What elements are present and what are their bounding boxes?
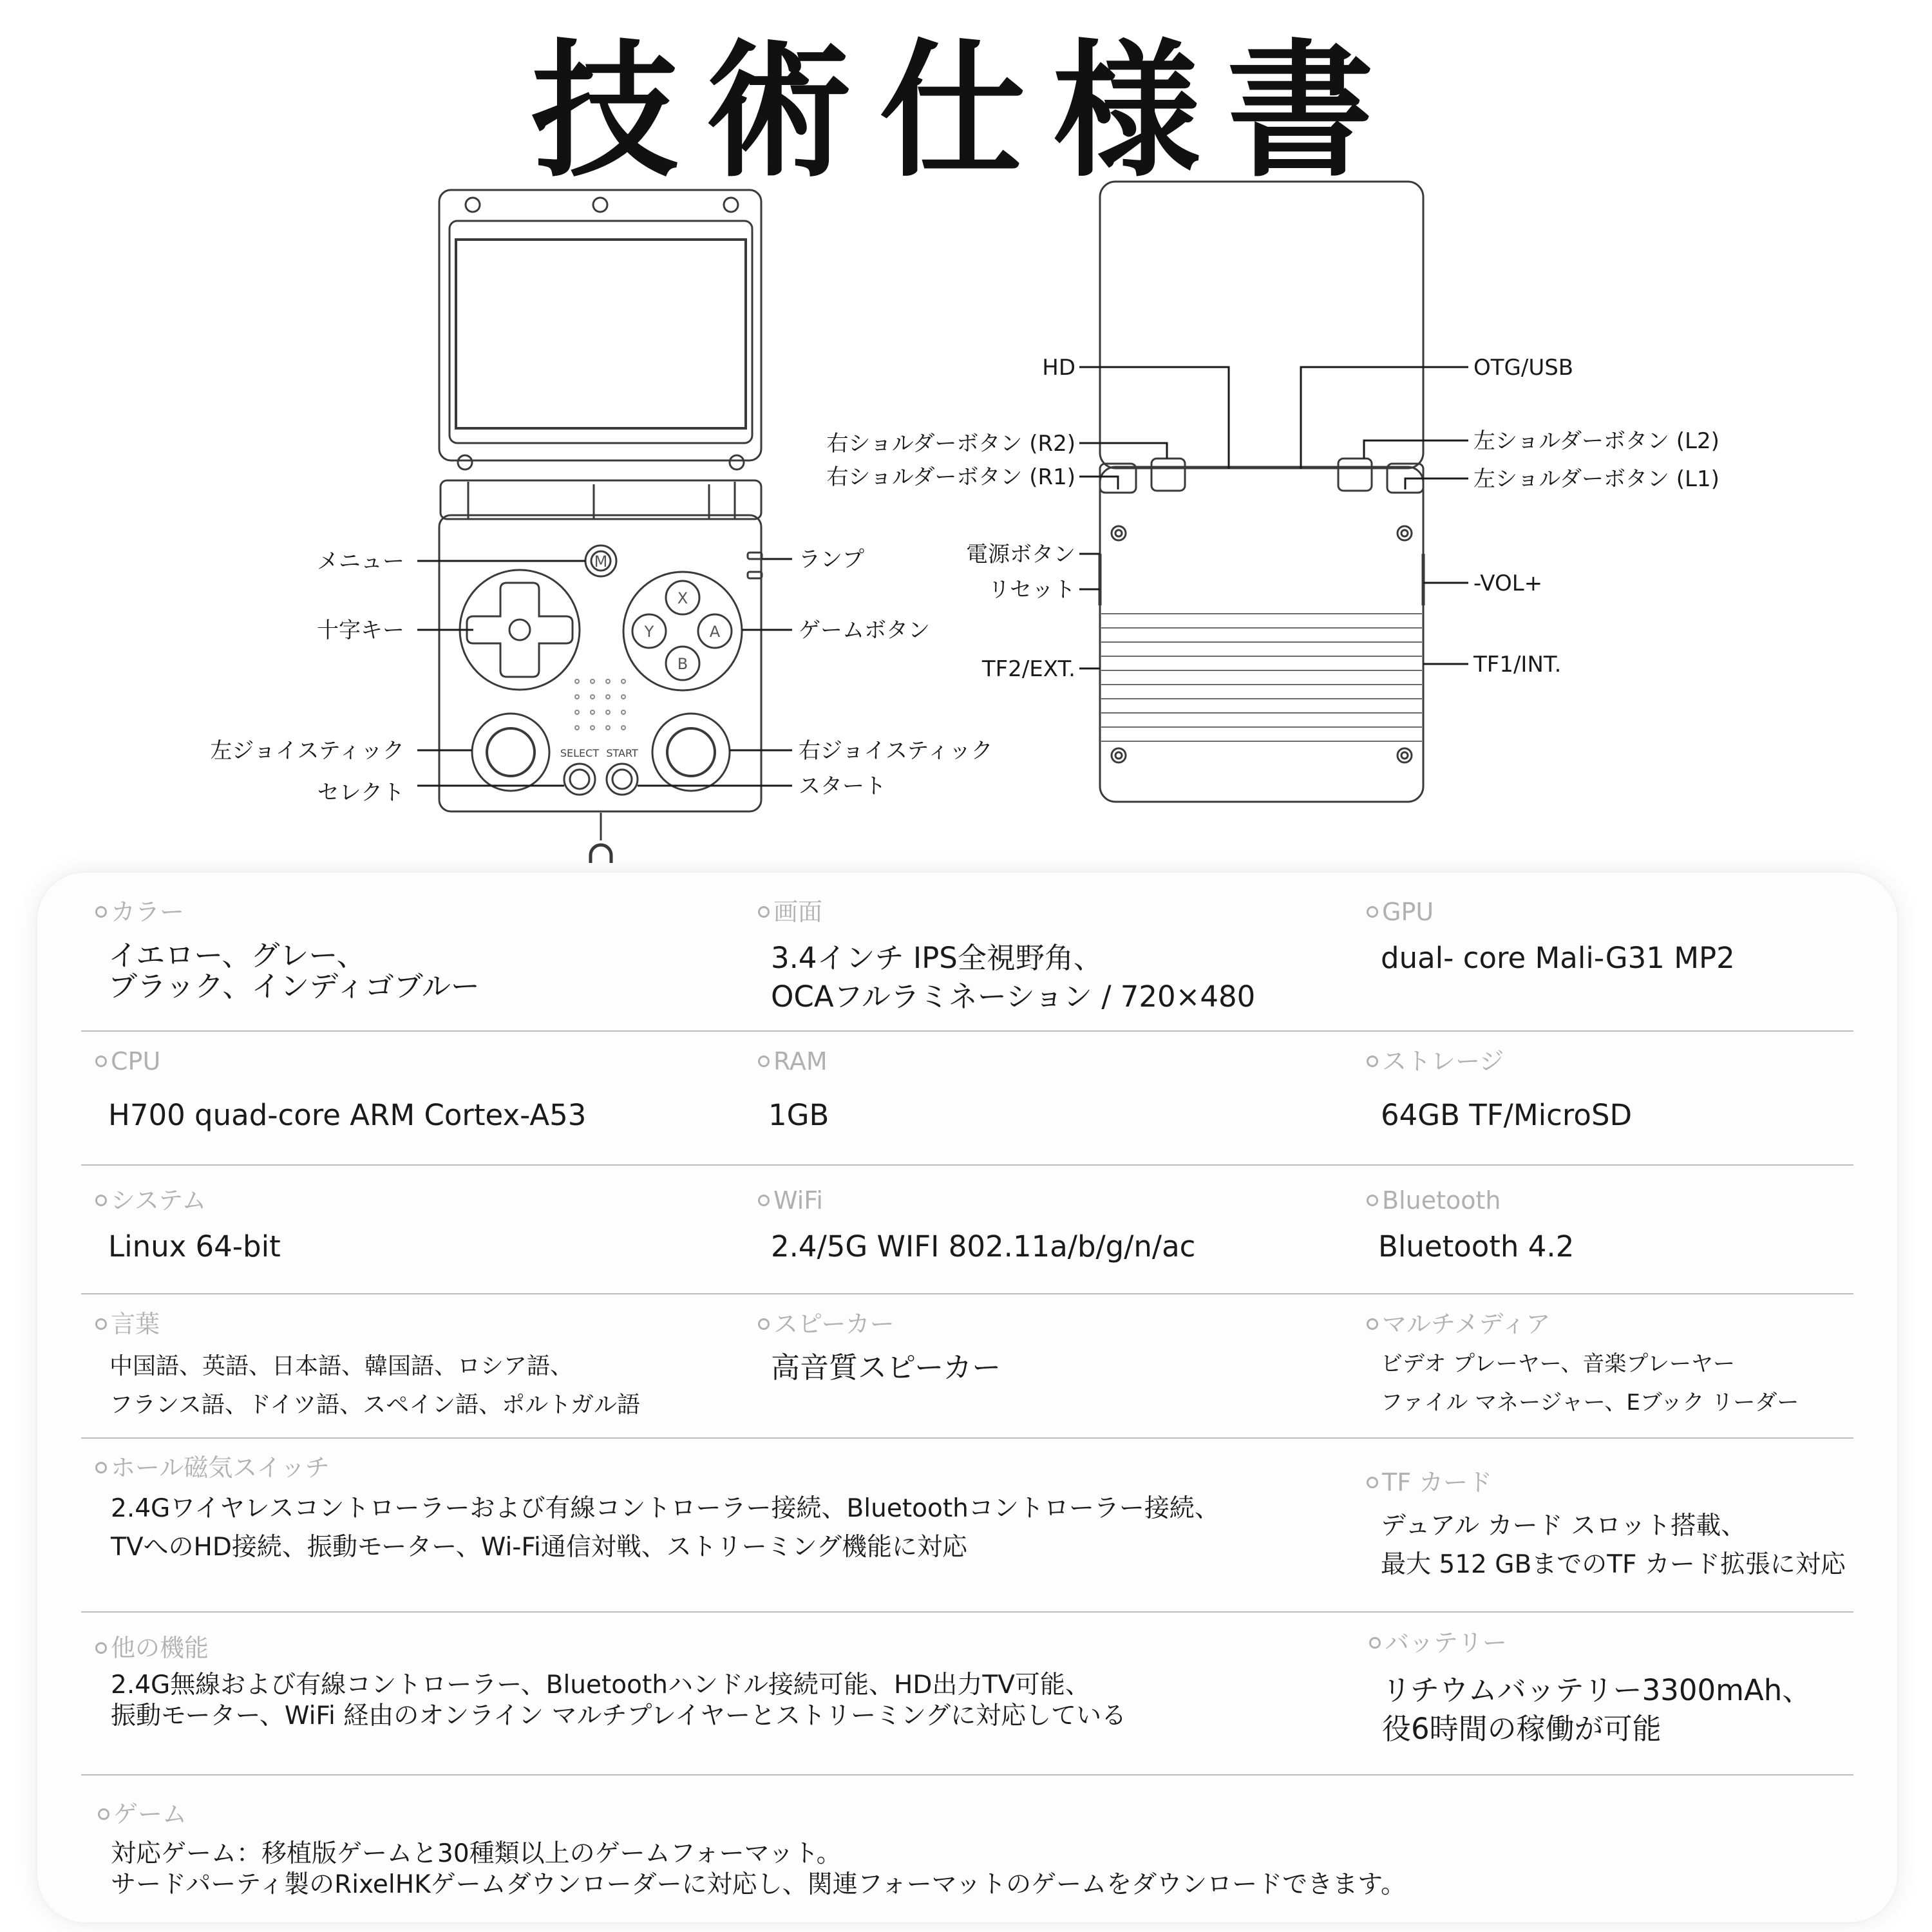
b-glyph: B — [677, 655, 688, 673]
dpad-well — [460, 570, 580, 690]
spec-label: TF カード — [1367, 1467, 1846, 1498]
label-otg: OTG/USB — [1473, 355, 1574, 381]
spec-value: 振動モーター、WiFi 経由のオンライン マルチプレイヤーとストリーミングに対応している — [111, 1701, 1127, 1730]
spec-screen — [758, 896, 1255, 1016]
spec-label: ストレージ — [1367, 1046, 1632, 1077]
row-divider — [81, 1774, 1853, 1776]
x-glyph: X — [677, 589, 688, 607]
start-button[interactable] — [607, 764, 638, 795]
spec-gpu — [1367, 896, 1735, 978]
spec-system — [95, 1185, 281, 1266]
spec-label: 画面 — [758, 896, 1255, 927]
label-tf1: TF1/INT. — [1473, 652, 1562, 677]
spec-language — [95, 1309, 640, 1425]
spec-value: リチウムバッテリー3300mAh、 — [1382, 1673, 1812, 1707]
label-r1: 右ショルダーボタン (R1) — [826, 464, 1075, 490]
spec-value: フランス語、ドイツ語、スペイン語、ポルトガル語 — [109, 1392, 641, 1418]
label-l1: 左ショルダーボタン (L1) — [1473, 466, 1719, 492]
start-glyph: START — [606, 747, 638, 759]
spec-value: ブラック、インディゴブルー — [108, 969, 480, 1003]
spec-label: ゲーム — [98, 1799, 1406, 1830]
label-dpad: 十字キー — [317, 618, 404, 643]
spec-value: 1GB — [768, 1098, 829, 1132]
spec-label: マルチメディア — [1367, 1309, 1799, 1340]
lamp-indicator — [748, 553, 762, 559]
label-hd: HD — [1042, 355, 1075, 381]
back-lid — [1100, 182, 1423, 468]
spec-value: イエロー、グレー、 — [108, 938, 366, 972]
spec-label: カラー — [95, 896, 480, 927]
spec-value: TVへのHD接続、振動モーター、Wi-Fi通信対戦、ストリーミング機能に対応 — [111, 1533, 968, 1562]
label-left-stick: 左ジョイスティック — [210, 738, 404, 764]
y-glyph: Y — [644, 623, 654, 641]
row-divider — [81, 1164, 1853, 1166]
spec-value: サードパーティ製のRixelHKゲームダウンローダーに対応し、関連フォーマットのゲームをダウンロードできます。 — [111, 1870, 1406, 1899]
callout-lines — [417, 367, 1468, 786]
a-glyph: A — [709, 623, 721, 641]
spec-bluetooth — [1367, 1185, 1574, 1266]
device-diagram — [0, 0, 1932, 889]
spec-label: Bluetooth — [1367, 1185, 1574, 1216]
spec-value: Linux 64-bit — [108, 1229, 281, 1264]
spec-storage — [1367, 1046, 1632, 1135]
spec-wifi — [758, 1185, 1195, 1266]
row-divider — [81, 1293, 1853, 1294]
spec-games — [98, 1799, 1406, 1900]
label-power: 電源ボタン — [966, 542, 1075, 567]
spec-speaker — [758, 1309, 1001, 1387]
select-glyph: SELECT — [560, 747, 600, 759]
spec-cpu — [95, 1046, 586, 1135]
spec-hall-switch — [95, 1452, 1220, 1567]
spec-other-features — [95, 1633, 1126, 1732]
label-start: スタート — [799, 773, 886, 799]
front-screen — [456, 240, 746, 428]
spec-tf-card — [1367, 1467, 1846, 1584]
label-r2: 右ショルダーボタン (R2) — [826, 431, 1075, 457]
spec-battery — [1369, 1627, 1811, 1748]
spec-value: 2.4G無線および有線コントローラー、Bluetoothハンドル接続可能、HD出力TV可能、 — [111, 1671, 1090, 1700]
label-lamp: ランプ — [799, 547, 864, 573]
row-divider — [81, 1611, 1853, 1613]
spec-multimedia — [1367, 1309, 1799, 1422]
label-menu: メニュー — [317, 549, 404, 574]
headphone-jack-icon — [591, 845, 611, 863]
speaker-grille — [575, 679, 625, 730]
front-hinge — [440, 480, 761, 519]
spec-value: 64GB TF/MicroSD — [1381, 1098, 1633, 1132]
spec-value: dual- core Mali-G31 MP2 — [1381, 941, 1735, 975]
spec-value: 2.4Gワイヤレスコントローラーおよび有線コントローラー接続、Bluetoothコントローラー接続、 — [111, 1494, 1220, 1523]
label-tf2: TF2/EXT. — [981, 656, 1075, 682]
front-screen-bezel — [450, 221, 752, 443]
spec-value: 対応ゲーム：移植版ゲームと30種類以上のゲームフォーマット。 — [111, 1839, 842, 1868]
left-joystick[interactable] — [472, 714, 549, 791]
dpad[interactable] — [467, 583, 573, 677]
spec-ram — [758, 1046, 829, 1135]
spec-value: ファイル マネージャー、Eブック リーダー — [1381, 1390, 1799, 1416]
spec-label: バッテリー — [1369, 1627, 1811, 1658]
spec-label: 言葉 — [95, 1309, 640, 1340]
spec-value: 役6時間の稼働が可能 — [1382, 1712, 1662, 1746]
back-vents — [1101, 614, 1422, 741]
spec-label: GPU — [1367, 896, 1735, 927]
spec-value: 最大 512 GBまでのTF カード拡張に対応 — [1381, 1550, 1846, 1579]
spec-value: 中国語、英語、日本語、韓国語、ロシア語、 — [109, 1353, 574, 1379]
spec-value: Bluetooth 4.2 — [1378, 1229, 1575, 1264]
spec-label: スピーカー — [758, 1309, 1001, 1340]
back-view — [1100, 182, 1423, 802]
spec-value: H700 quad-core ARM Cortex-A53 — [108, 1098, 587, 1132]
label-right-stick: 右ジョイスティック — [799, 738, 993, 764]
spec-color — [95, 896, 480, 1002]
page-title: 技術仕様書 — [531, 26, 1401, 197]
label-reset: リセット — [988, 577, 1075, 603]
spec-value: OCAフルラミネーション / 720×480 — [771, 980, 1256, 1014]
menu-glyph: M — [594, 553, 608, 571]
spec-label: システム — [95, 1185, 281, 1216]
spec-value: 高音質スピーカー — [771, 1350, 1001, 1385]
shoulder-l2[interactable] — [1338, 459, 1372, 491]
row-divider — [81, 1030, 1853, 1032]
right-joystick[interactable] — [652, 714, 730, 791]
label-l2: 左ショルダーボタン (L2) — [1473, 428, 1719, 454]
select-button[interactable] — [564, 764, 595, 795]
spec-label: WiFi — [758, 1185, 1195, 1216]
spec-value: デュアル カード スロット搭載、 — [1381, 1511, 1747, 1540]
label-game-buttons: ゲームボタン — [799, 618, 930, 643]
label-vol: -VOL+ — [1473, 571, 1543, 596]
spec-label: RAM — [758, 1046, 829, 1077]
spec-value: 2.4/5G WIFI 802.11a/b/g/n/ac — [771, 1229, 1196, 1264]
label-select: セレクト — [317, 780, 404, 806]
spec-value: ビデオ プレーヤー、音楽プレーヤー — [1381, 1351, 1736, 1377]
spec-label: CPU — [95, 1046, 586, 1077]
spec-label: ホール磁気スイッチ — [95, 1452, 1220, 1483]
shoulder-r2[interactable] — [1151, 459, 1185, 491]
front-view — [439, 190, 762, 863]
back-body — [1100, 467, 1423, 802]
row-divider — [81, 1437, 1853, 1439]
spec-value: 3.4インチ IPS全視野角、 — [771, 941, 1103, 975]
front-lid — [439, 190, 761, 460]
spec-label: 他の機能 — [95, 1633, 1126, 1663]
